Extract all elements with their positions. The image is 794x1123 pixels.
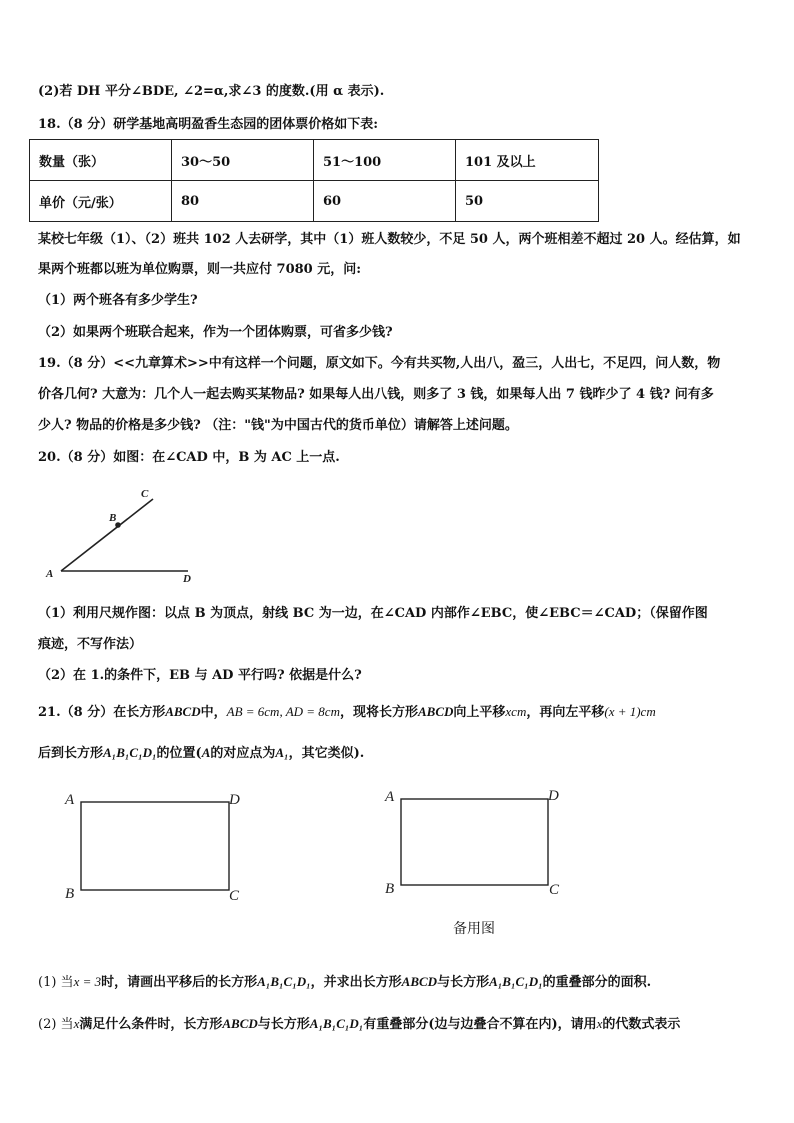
q18-title: 18.（8 分）研学基地高明盈香生态园的团体票价格如下表:	[38, 117, 378, 132]
q21-math-x3: x = 3	[73, 974, 102, 989]
table-row	[30, 181, 599, 222]
q21-text: (1) 当	[38, 975, 74, 990]
table-row	[30, 140, 599, 181]
rectangle-figure-right	[380, 783, 580, 903]
q21-text: 有重叠部分(边与边叠合不算在内)，请用	[363, 1017, 597, 1032]
rectangle-figure-left	[60, 788, 260, 908]
rectangle-abcd	[81, 802, 229, 890]
q21-math-a: A	[201, 745, 211, 760]
price-table	[29, 139, 599, 222]
q18-text-line2: 果两个班都以班为单位购票，则一共应付 7080 元，问:	[38, 262, 362, 277]
table-cell: 80	[172, 181, 314, 222]
q18-text-line1: 某校七年级（1）、（2）班共 102 人去研学，其中（1）班人数较少，不足 50 人，两个班相差不超过 20 人。经估算，如	[38, 232, 741, 247]
q21-math-abcd: ABCD	[417, 704, 454, 719]
q20-title: 20.（8 分）如图：在∠CAD 中，B 为 AC 上一点.	[38, 450, 340, 465]
q21-math-a1: A₁	[275, 745, 289, 760]
table-cell: 51～100	[314, 140, 456, 181]
figure-caption: 备用图	[453, 921, 495, 937]
table-cell: 101 及以上	[456, 140, 599, 181]
label-c: C	[229, 888, 240, 904]
label-d: D	[229, 792, 240, 808]
table-cell: 单价（元/张）	[30, 181, 172, 222]
q21-text: 的代数式表示	[602, 1017, 681, 1032]
q20-sub2: （2）在 1.的条件下，EB 与 AD 平行吗? 依据是什么?	[38, 668, 362, 683]
table-cell: 30～50	[172, 140, 314, 181]
q21-line2	[38, 744, 364, 763]
label-a: A	[65, 792, 75, 808]
q21-math-dims: AB = 6cm, AD = 8cm	[226, 704, 340, 719]
q21-text: 与长方形	[437, 975, 490, 990]
label-b: B	[385, 881, 395, 897]
q21-math-a1b1c1d1: A₁B₁C₁D₁	[489, 974, 543, 989]
q21-text: 中，	[200, 705, 227, 720]
q18-sub2: （2）如果两个班联合起来，作为一个团体购票，可省多少钱?	[38, 325, 393, 340]
q18-sub1: （1）两个班各有多少学生?	[38, 293, 198, 308]
label-a: A	[46, 568, 54, 580]
q21-text: ，其它类似).	[288, 746, 365, 761]
label-d: D	[548, 788, 559, 804]
label-a: A	[385, 789, 395, 805]
q19-line3: 少人? 物品的价格是多少钱? （注："钱"为中国古代的货币单位）请解答上述问题。	[38, 418, 518, 433]
q19-line2: 价各几何? 大意为：几个人一起去购买某物品? 如果每人出八钱，则多了 3 钱，如果每人出 7 钱昨少了 4 钱? 问有多	[38, 387, 714, 402]
q19-line1: 19.（8 分）<<九章算术>>中有这样一个问题，原文如下。今有共买物,人出八，盈三，人出七，不足四，问人数，物	[38, 356, 721, 371]
label-d: D	[183, 573, 191, 585]
table-cell: 60	[314, 181, 456, 222]
label-b: B	[109, 512, 117, 524]
q21-text: 与长方形	[257, 1017, 310, 1032]
q21-math-shift: (x + 1)cm	[604, 704, 656, 719]
q21-math-abcd: ABCD	[401, 974, 438, 989]
q21-math-a1b1c1d1: A₁B₁C₁D₁	[257, 974, 311, 989]
q21-text: 时，请画出平移后的长方形	[101, 975, 258, 990]
q21-text: 的对应点为	[210, 746, 276, 761]
q21-line1	[38, 703, 656, 722]
ray-ac	[61, 499, 153, 571]
q20-sub1-line2: 痕迹，不写作法）	[38, 637, 143, 652]
q21-sub1	[38, 973, 651, 992]
table-cell: 数量（张）	[30, 140, 172, 181]
q21-text: ，再向左平移	[526, 705, 605, 720]
q21-text: 21.（8 分）在长方形	[38, 705, 166, 720]
label-c: C	[549, 882, 560, 898]
q21-text: 向上平移	[453, 705, 506, 720]
q21-text: 后到长方形	[38, 746, 104, 761]
q21-math-a1b1c1d1: A₁B₁C₁D₁	[103, 745, 157, 760]
q21-math-a1b1c1d1: A₁B₁C₁D₁	[309, 1016, 364, 1031]
q21-math-x: x	[73, 1016, 80, 1031]
q21-text: ，现将长方形	[339, 705, 418, 720]
q17-part2: (2)若 DH 平分∠BDE, ∠2=α,求∠3 的度数.(用 α 表示).	[38, 84, 385, 99]
q21-math-xcm: xcm	[505, 704, 527, 719]
q21-math-abcd: ABCD	[165, 704, 201, 719]
q21-text: 的重叠部分的面积.	[542, 975, 652, 990]
q20-sub1-line1: （1）利用尺规作图：以点 B 为顶点，射线 BC 为一边，在∠CAD 内部作∠EBC，使∠EBC＝∠CAD；（保留作图	[38, 606, 708, 621]
q21-math-abcd: ABCD	[222, 1016, 258, 1031]
label-c: C	[141, 488, 149, 500]
q21-text: ，并求出长方形	[310, 975, 402, 990]
q21-text: 的位置(	[156, 746, 202, 761]
q21-text: (2) 当	[38, 1017, 74, 1032]
rectangle-abcd-backup	[401, 799, 548, 885]
table-cell: 50	[456, 181, 599, 222]
angle-cad-figure	[40, 484, 200, 589]
q21-math-x: x	[596, 1016, 603, 1031]
q21-sub2	[38, 1015, 680, 1034]
q21-text: 满足什么条件时，长方形	[79, 1017, 223, 1032]
label-b: B	[65, 886, 75, 902]
